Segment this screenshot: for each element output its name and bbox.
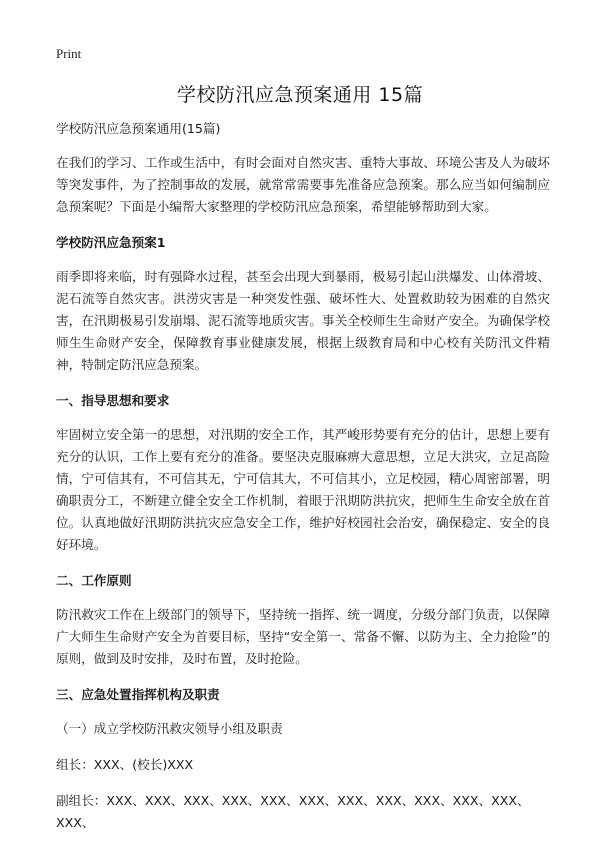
document-body xyxy=(56,118,550,848)
page-title: 学校防汛应急预案通用 15篇 xyxy=(176,84,424,106)
plan1-paragraph: 雨季即将来临，时有强降水过程，甚至会出现大到暴雨，极易引起山洪爆发、山体滑坡、泥石流等自然灾害。洪涝灾害是一种突发性强、破坏性大、处置救助较为困难的自然灾害，在汛期极易引发崩塌、泥石流等地质灾害。事关全校师生生命财产安全。为确保学校师生生命财产安全，保障教育事业健康发展，根据上级教育局和中心校有关防汛文件精神，特制定防汛应急预案。 xyxy=(56,269,550,372)
section3-heading: 三、应急处置指挥机构及职责 xyxy=(56,687,220,702)
section2-heading: 二、工作原则 xyxy=(56,573,132,588)
leader-line: 组长：XXX、(校长)XXX xyxy=(56,757,194,772)
plan1-heading: 学校防汛应急预案1 xyxy=(56,235,166,250)
print-link[interactable]: Print xyxy=(56,46,82,61)
section2-paragraph: 防汛救灾工作在上级部门的领导下，坚持统一指挥、统一调度，分级分部门负责，以保障广大师生生命财产安全为首要目标，坚持“安全第一、常备不懈、以防为主、全力抢险”的原则，做到及时安排，及时布置，及时抢险。 xyxy=(56,607,550,666)
section1-heading: 一、指导思想和要求 xyxy=(56,393,170,408)
intro-paragraph: 在我们的学习、工作或生活中，有时会面对自然灾害、重特大事故、环境公害及人为破坏等突发事件，为了控制事故的发展，就常常需要事先准备应急预案。那么应当如何编制应急预案呢？下面是小编帮大家整理的学校防汛应急预案，希望能够帮助到大家。 xyxy=(56,155,550,214)
document-subtitle: 学校防汛应急预案通用(15篇) xyxy=(56,121,221,136)
deputy-leader-line: 副组长：XXX、XXX、XXX、XXX、XXX、XXX、XXX、XXX、XXX、XXX、XXX、XXX、 xyxy=(56,793,530,830)
section3-subheading: （一）成立学校防汛救灾领导小组及职责 xyxy=(56,721,283,736)
section1-paragraph: 牢固树立安全第一的思想，对汛期的安全工作，其严峻形势要有充分的估计，思想上要有充分的认识，工作上要有充分的准备。要坚决克服麻痹大意思想，立足大洪灾，立足高险情，宁可信其有，不可信其无，宁可信其大，不可信其小，立足校园，精心周密部署，明确职责分工，不断建立健全安全工作机制，着眼于汛期防洪抗灾，把师生生命安全放在首位。认真地做好汛期防洪抗灾应急安全工作，维护好校园社会治安，确保稳定、安全的良好环境。 xyxy=(56,427,550,552)
